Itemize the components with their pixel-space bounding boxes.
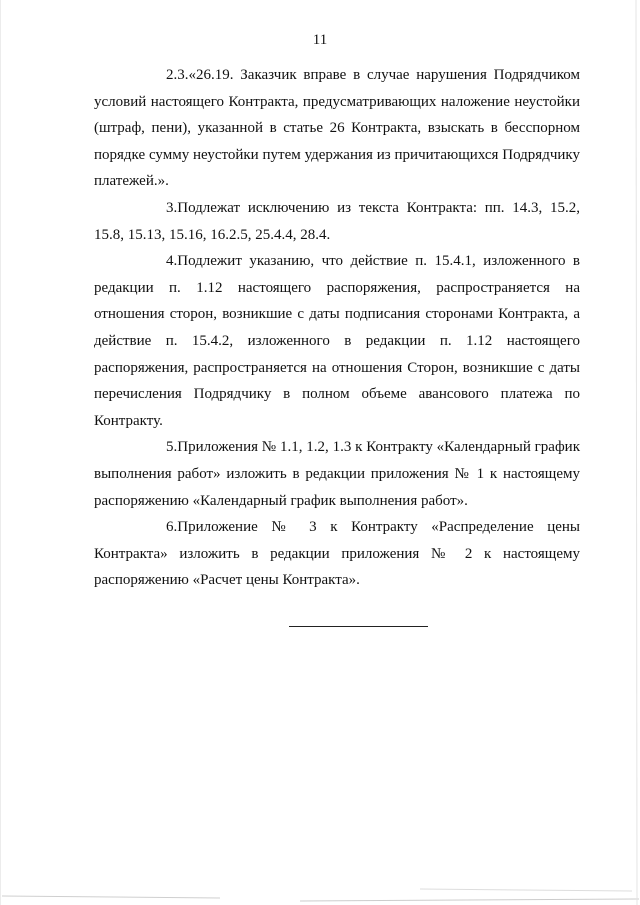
paragraph-text: Подлежат исключению из текста Контракта: пп. 14.3, 15.2, 15.8, 15.13, 15.16, 16.2.5, 25.4.4, 28.4.	[94, 199, 580, 243]
paragraph-number: 2.3.	[166, 67, 189, 83]
paragraph-text: «26.19. Заказчик вправе в случае нарушения Подрядчиком условий настоящего Контракта, предусматривающих наложение неустойки (штраф, пени), указанной в статье 26 Контракта, взыскать в бесспорном порядке сумму неустойки путем удержания из причитающихся Подрядчику платежей.».	[94, 67, 580, 190]
paragraph-3	[94, 195, 580, 248]
paragraph-number: 4.	[166, 253, 178, 270]
paragraph-5	[94, 434, 580, 514]
paragraph-number: 3.	[166, 199, 178, 216]
page-number: 11	[312, 32, 328, 48]
closing-divider-line	[289, 626, 428, 627]
paragraph-number: 5.	[166, 439, 178, 456]
paragraph-2-3	[94, 62, 580, 195]
paragraph-text: Подлежит указанию, что действие п. 15.4.1, изложенного в редакции п. 1.12 настоящего распоряжения, распространяется на отношения сторон, возникшие с даты подписания сторонами Контракта, а действие п. 15.4.2, изложенного в редакции п. 1.12 настоящего распоряжения, распространяется на отношения Сторон, возникшие с даты перечисления Подрядчику в полном объеме авансового платежа по Контракту.	[94, 253, 580, 429]
document-body	[94, 62, 580, 594]
paragraph-text: Приложение № 3 к Контракту «Распределение цены Контракта» изложить в редакции приложения № 2 к настоящему распоряжению «Расчет цены Контракта».	[94, 519, 580, 589]
paragraph-number: 6.	[166, 519, 178, 536]
paragraph-4	[94, 248, 580, 434]
paragraph-text: Приложения № 1.1, 1.2, 1.3 к Контракту «Календарный график выполнения работ» изложить в редакции приложения № 1 к настоящему распоряжению «Календарный график выполнения работ».	[94, 439, 580, 509]
paragraph-6	[94, 514, 580, 594]
